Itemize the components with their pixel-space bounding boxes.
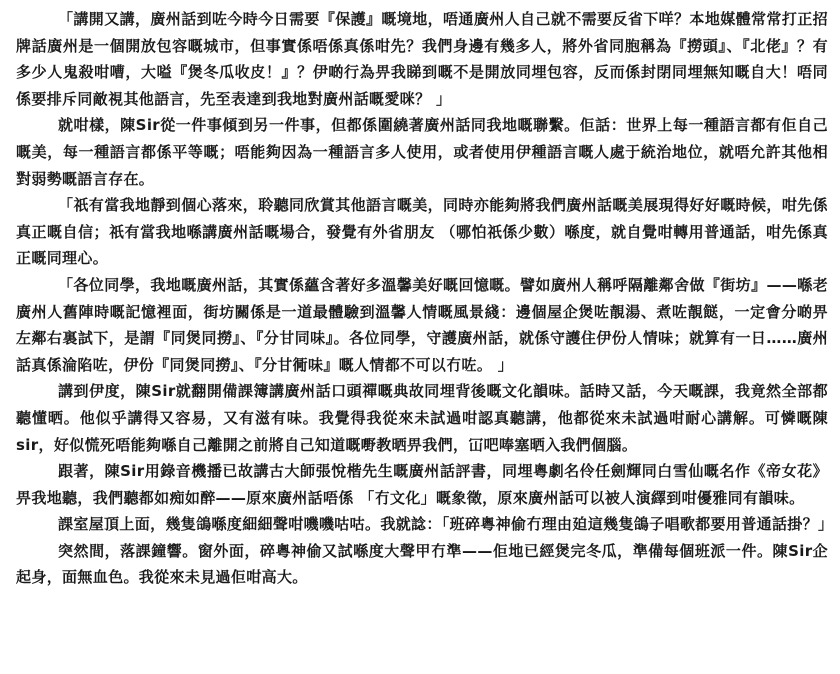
paragraph: 突然間，落課鐘響。窗外面，碎粵神偷又試喺度大聲甲冇準——佢地已經煲完冬瓜，準備每個班派一件。陳Sir企起身，面無血色。我從來未見過佢咁高大。	[16, 541, 828, 587]
paragraph: 跟著，陳Sir用錄音機播已故講古大師張悅楷先生嘅廣州話評書，同埋粵劇名伶任劍輝同白雪仙嘅名作《帝女花》畀我地聽，我們聽都如痴如醉——原來廣州話唔係 「冇文化」嘅象徵，原來廣州話可以被人演繹到咁優雅同有韻味。	[16, 462, 828, 507]
paragraph: 就咁樣，陳Sir從一件事傾到另一件事，但都係圍繞著廣州話同我地嘅聯繫。佢話：世界上每一種語言都有佢自己嘅美，每一種語言都係平等嘅；唔能夠因為一種語言多人使用，或者使用伊種語言嘅人處于統治地位，就唔允許其他相對弱勢嘅語言存在。	[16, 116, 828, 188]
paragraph: 講到伊度，陳Sir就翻開備課簿講廣州話口頭禪嘅典故同埋背後嘅文化韻味。話時又話，今天嘅課，我竟然全部都聽懂晒。他似乎講得又容易，又有滋有味。我覺得我從來未試過咁認真聽講，他都從來未試過咁耐心講解。可憐嘅陳sir，好似慌死唔能夠喺自己離開之前將自己知道嘅嘢教晒畀我們，冚吧唪塞晒入我們個腦。	[16, 382, 828, 454]
paragraph: 「各位同學，我地嘅廣州話，其實係蘊含著好多溫馨美好嘅回憶嘅。譬如廣州人稱呼隔離鄰舍做『街坊』——喺老廣州人舊陣時嘅記憶裡面，街坊關係是一道最體驗到溫馨人情嘅風景綫：邊個屋企煲咗靚湯、煮咗靚餸，一定會分啲畀左鄰右裏試下，是謂『同煲同撈』、『分甘同味』。各位同學，守護廣州話，就係守護住伊份人情味；就算有一日……廣州話真係淪陷咗，伊份『同煲同撈』、『分甘衕味』嘅人情都不可以冇咗。 」	[16, 275, 828, 374]
paragraph: 「講開又講，廣州話到咗今時今日需要『保護』嘅境地，唔通廣州人自己就不需要反省下咩？本地媒體常常打正招牌話廣州是一個開放包容嘅城市，但事實係唔係真係咁先？我們身邊有幾多人，將外省同胞稱為『撈頭』、『北佬』？有多少人鬼殺咁嘈，大嗌『煲冬瓜收皮！』？伊啲行為畀我睇到嘅不是開放同埋包容，反而係封閉同埋無知嘅自大！唔同係要排斥同敵視其他語言，先至表達到我地對廣州話嘅愛咪？ 」	[16, 10, 828, 108]
paragraph: 「祇有當我地靜到個心落來，聆聽同欣賞其他語言嘅美，同時亦能夠將我們廣州話嘅美展現得好好嘅時候，咁先係真正嘅自信；祇有當我地喺講廣州話嘅場合，發覺有外省朋友 （哪怕祇係少數）喺度，就自覺咁轉用普通話，咁先係真正嘅同理心。	[16, 196, 828, 268]
paragraph: 課室屋頂上面，幾隻鴿喺度細細聲咁嘰嘰咕咕。我就諗：「班碎粵神偷冇理由廹這幾隻鴿子唱歌都要用普通話掛？」	[58, 515, 834, 534]
